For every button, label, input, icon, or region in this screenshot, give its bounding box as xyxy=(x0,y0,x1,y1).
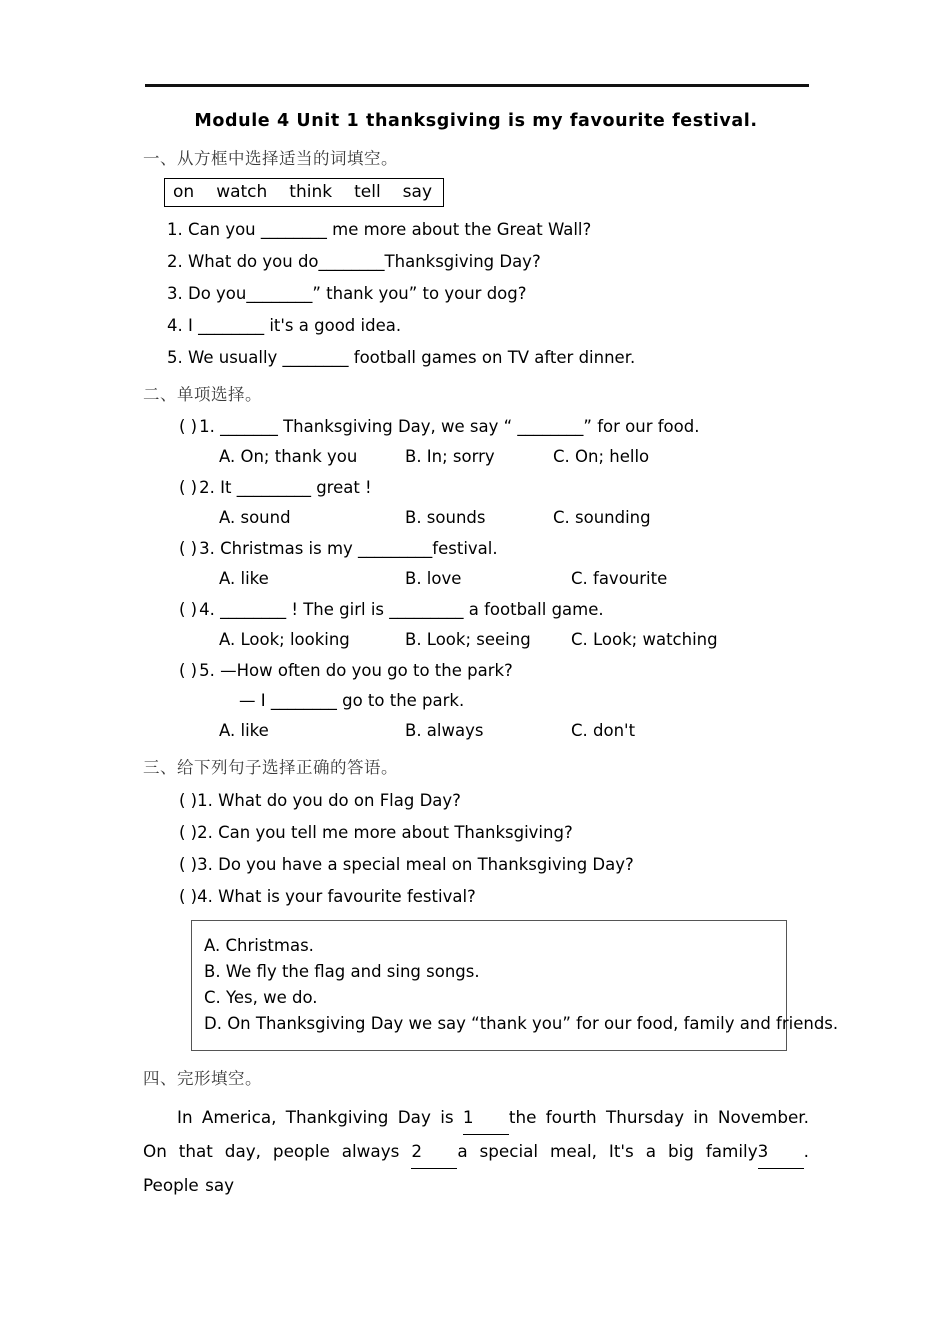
answer-option: C. Yes, we do. xyxy=(204,988,318,1007)
fill-blank-question: 3. Do you________” thank you” to your dog? xyxy=(167,284,527,303)
option-a[interactable]: A. sound xyxy=(219,508,291,527)
option-c[interactable]: C. On; hello xyxy=(553,447,650,466)
answer-options-box xyxy=(191,920,839,1051)
section-1-heading: 一、从方框中选择适当的词填空。 xyxy=(143,149,398,168)
header-rule xyxy=(145,84,809,87)
match-question xyxy=(179,855,809,874)
fill-blank-question: 4. I ________ it's a good idea. xyxy=(167,316,402,335)
option-c[interactable]: C. sounding xyxy=(553,508,651,527)
answer-bracket[interactable]: ( ) xyxy=(179,417,198,436)
choice-options xyxy=(219,721,809,740)
option-b[interactable]: B. Look; seeing xyxy=(405,630,531,649)
answer-bracket[interactable]: ( ) xyxy=(179,887,198,906)
option-b[interactable]: B. sounds xyxy=(405,508,486,527)
choice-question xyxy=(179,600,809,619)
choice-question xyxy=(179,417,809,436)
question-stem: 2. It _________ great ! xyxy=(199,478,372,497)
cloze-text-part: In America, Thankgiving Day is xyxy=(177,1107,454,1127)
option-b[interactable]: B. In; sorry xyxy=(405,447,495,466)
cloze-text-part: a special meal, It's a big family xyxy=(457,1140,758,1161)
page-content xyxy=(143,84,839,1201)
question-stem: 1. _______ Thanksgiving Day, we say “ ________” for our food. xyxy=(199,417,700,436)
match-question xyxy=(179,823,809,842)
option-c[interactable]: C. Look; watching xyxy=(571,630,718,649)
answer-bracket[interactable]: ( ) xyxy=(179,823,198,842)
option-a[interactable]: A. like xyxy=(219,721,269,740)
answer-bracket[interactable]: ( ) xyxy=(179,661,198,680)
option-a[interactable]: A. like xyxy=(219,569,269,588)
section-3-heading: 三、给下列句子选择正确的答语。 xyxy=(143,758,398,777)
cloze-blank-1[interactable]: 1 xyxy=(463,1101,509,1135)
answer-bracket[interactable]: ( ) xyxy=(179,478,198,497)
answer-bracket[interactable]: ( ) xyxy=(179,855,198,874)
match-question xyxy=(179,887,809,906)
choice-options xyxy=(219,447,809,466)
cloze-text-part: the fourth Thursday in November. On that day, people always xyxy=(143,1107,809,1161)
question-stem: 4. ________ ! The girl is _________ a football game. xyxy=(199,600,604,619)
question-stem: 5. —How often do you go to the park? xyxy=(199,661,513,680)
question-stem: 3. Christmas is my _________festival. xyxy=(199,539,498,558)
choice-question xyxy=(179,661,809,710)
word-bank-item: think xyxy=(289,182,333,202)
cloze-passage xyxy=(143,1101,809,1201)
fill-blank-question: 5. We usually ________ football games on TV after dinner. xyxy=(167,348,636,367)
option-b[interactable]: B. love xyxy=(405,569,462,588)
answer-option: B. We fly the flag and sing songs. xyxy=(204,962,480,981)
answer-option: A. Christmas. xyxy=(204,936,314,955)
word-bank-item: watch xyxy=(216,182,268,202)
cloze-blank-2[interactable]: 2 xyxy=(411,1135,457,1169)
option-b[interactable]: B. always xyxy=(405,721,484,740)
option-a[interactable]: A. On; thank you xyxy=(219,447,358,466)
cloze-blank-3[interactable]: 3 xyxy=(758,1135,804,1169)
word-bank-item: tell xyxy=(354,182,381,202)
question-text: 1. What do you do on Flag Day? xyxy=(197,791,461,810)
question-stem-second-line: — I ________ go to the park. xyxy=(239,691,465,710)
choice-options xyxy=(219,630,809,649)
page-title: Module 4 Unit 1 thanksgiving is my favourite festival. xyxy=(194,111,758,131)
fill-blank-question: 2. What do you do________Thanksgiving Day? xyxy=(167,252,541,271)
answer-bracket[interactable]: ( ) xyxy=(179,539,198,558)
word-bank-box xyxy=(164,178,444,207)
question-text: 3. Do you have a special meal on Thanksgiving Day? xyxy=(197,855,634,874)
option-a[interactable]: A. Look; looking xyxy=(219,630,350,649)
option-c[interactable]: C. favourite xyxy=(571,569,668,588)
choice-question xyxy=(179,539,809,558)
question-text: 2. Can you tell me more about Thanksgiving? xyxy=(197,823,573,842)
answer-bracket[interactable]: ( ) xyxy=(179,791,198,810)
answer-option: D. On Thanksgiving Day we say “thank you” for our food, family and friends. xyxy=(204,1014,839,1033)
choice-options xyxy=(219,508,809,527)
section-4-heading: 四、完形填空。 xyxy=(143,1069,262,1088)
match-question xyxy=(179,791,809,810)
section-2-heading: 二、单项选择。 xyxy=(143,385,262,404)
answer-bracket[interactable]: ( ) xyxy=(179,600,198,619)
choice-question xyxy=(179,478,809,497)
question-text: 4. What is your favourite festival? xyxy=(197,887,476,906)
word-bank-item: say xyxy=(402,182,433,202)
option-c[interactable]: C. don't xyxy=(571,721,636,740)
word-bank-item: on xyxy=(173,182,195,202)
cloze-text-part: . People say xyxy=(143,1140,809,1195)
fill-blank-question: 1. Can you ________ me more about the Great Wall? xyxy=(167,220,592,239)
choice-options xyxy=(219,569,809,588)
